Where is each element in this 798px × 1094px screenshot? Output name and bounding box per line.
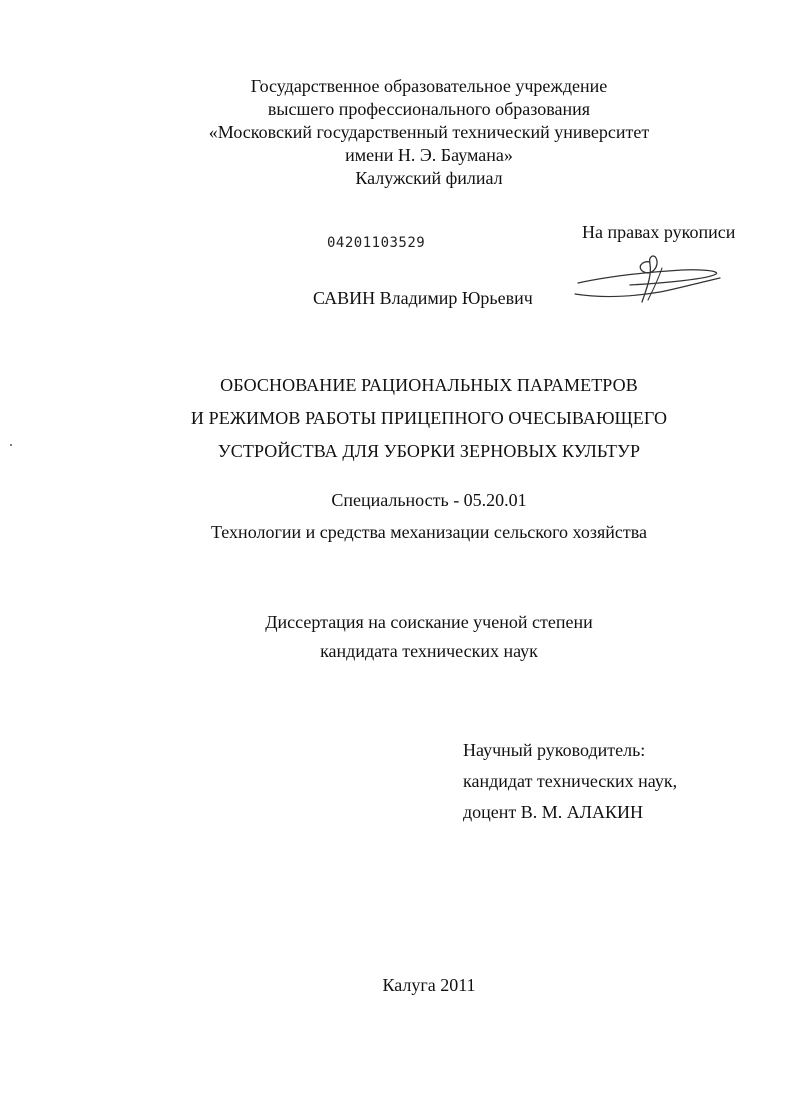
institution-header	[0, 75, 798, 190]
institution-line-2: высшего профессионального образования	[267, 99, 591, 119]
degree-statement	[0, 608, 798, 666]
author-name: САВИН Владимир Юрьевич	[313, 288, 533, 308]
supervisor-block	[463, 735, 677, 828]
city-year: Калуга 2011	[382, 975, 476, 995]
title-line-1: ОБОСНОВАНИЕ РАЦИОНАЛЬНЫХ ПАРАМЕТРОВ	[220, 375, 638, 395]
supervisor-label: Научный руководитель:	[463, 740, 646, 760]
institution-line-3: «Московский государственный технический университет	[208, 122, 650, 142]
manuscript-rights-note: На правах рукописи	[582, 222, 736, 242]
title-line-3: УСТРОЙСТВА ДЛЯ УБОРКИ ЗЕРНОВЫХ КУЛЬТУР	[217, 441, 641, 461]
title-line-2: И РЕЖИМОВ РАБОТЫ ПРИЦЕПНОГО ОЧЕСЫВАЮЩЕГО	[190, 408, 668, 428]
supervisor-degree: кандидат технических наук,	[463, 771, 678, 791]
specialty-name: Технологии и средства механизации сельского хозяйства	[211, 522, 647, 542]
dissertation-title	[0, 369, 798, 468]
institution-line-4: имени Н. Э. Баумана»	[345, 145, 513, 165]
specialty-block	[0, 484, 798, 548]
degree-line-2: кандидата технических наук	[320, 641, 538, 661]
degree-line-1: Диссертация на соискание ученой степени	[265, 612, 593, 632]
handwritten-signature	[570, 250, 730, 310]
institution-line-5: Калужский филиал	[355, 168, 503, 188]
specialty-code: Специальность - 05.20.01	[331, 490, 527, 510]
scan-speck	[10, 444, 12, 446]
supervisor-name: доцент В. М. АЛАКИН	[463, 802, 643, 822]
library-stamp-number: 04201103529	[327, 235, 426, 251]
institution-line-1: Государственное образовательное учреждение	[250, 76, 608, 96]
